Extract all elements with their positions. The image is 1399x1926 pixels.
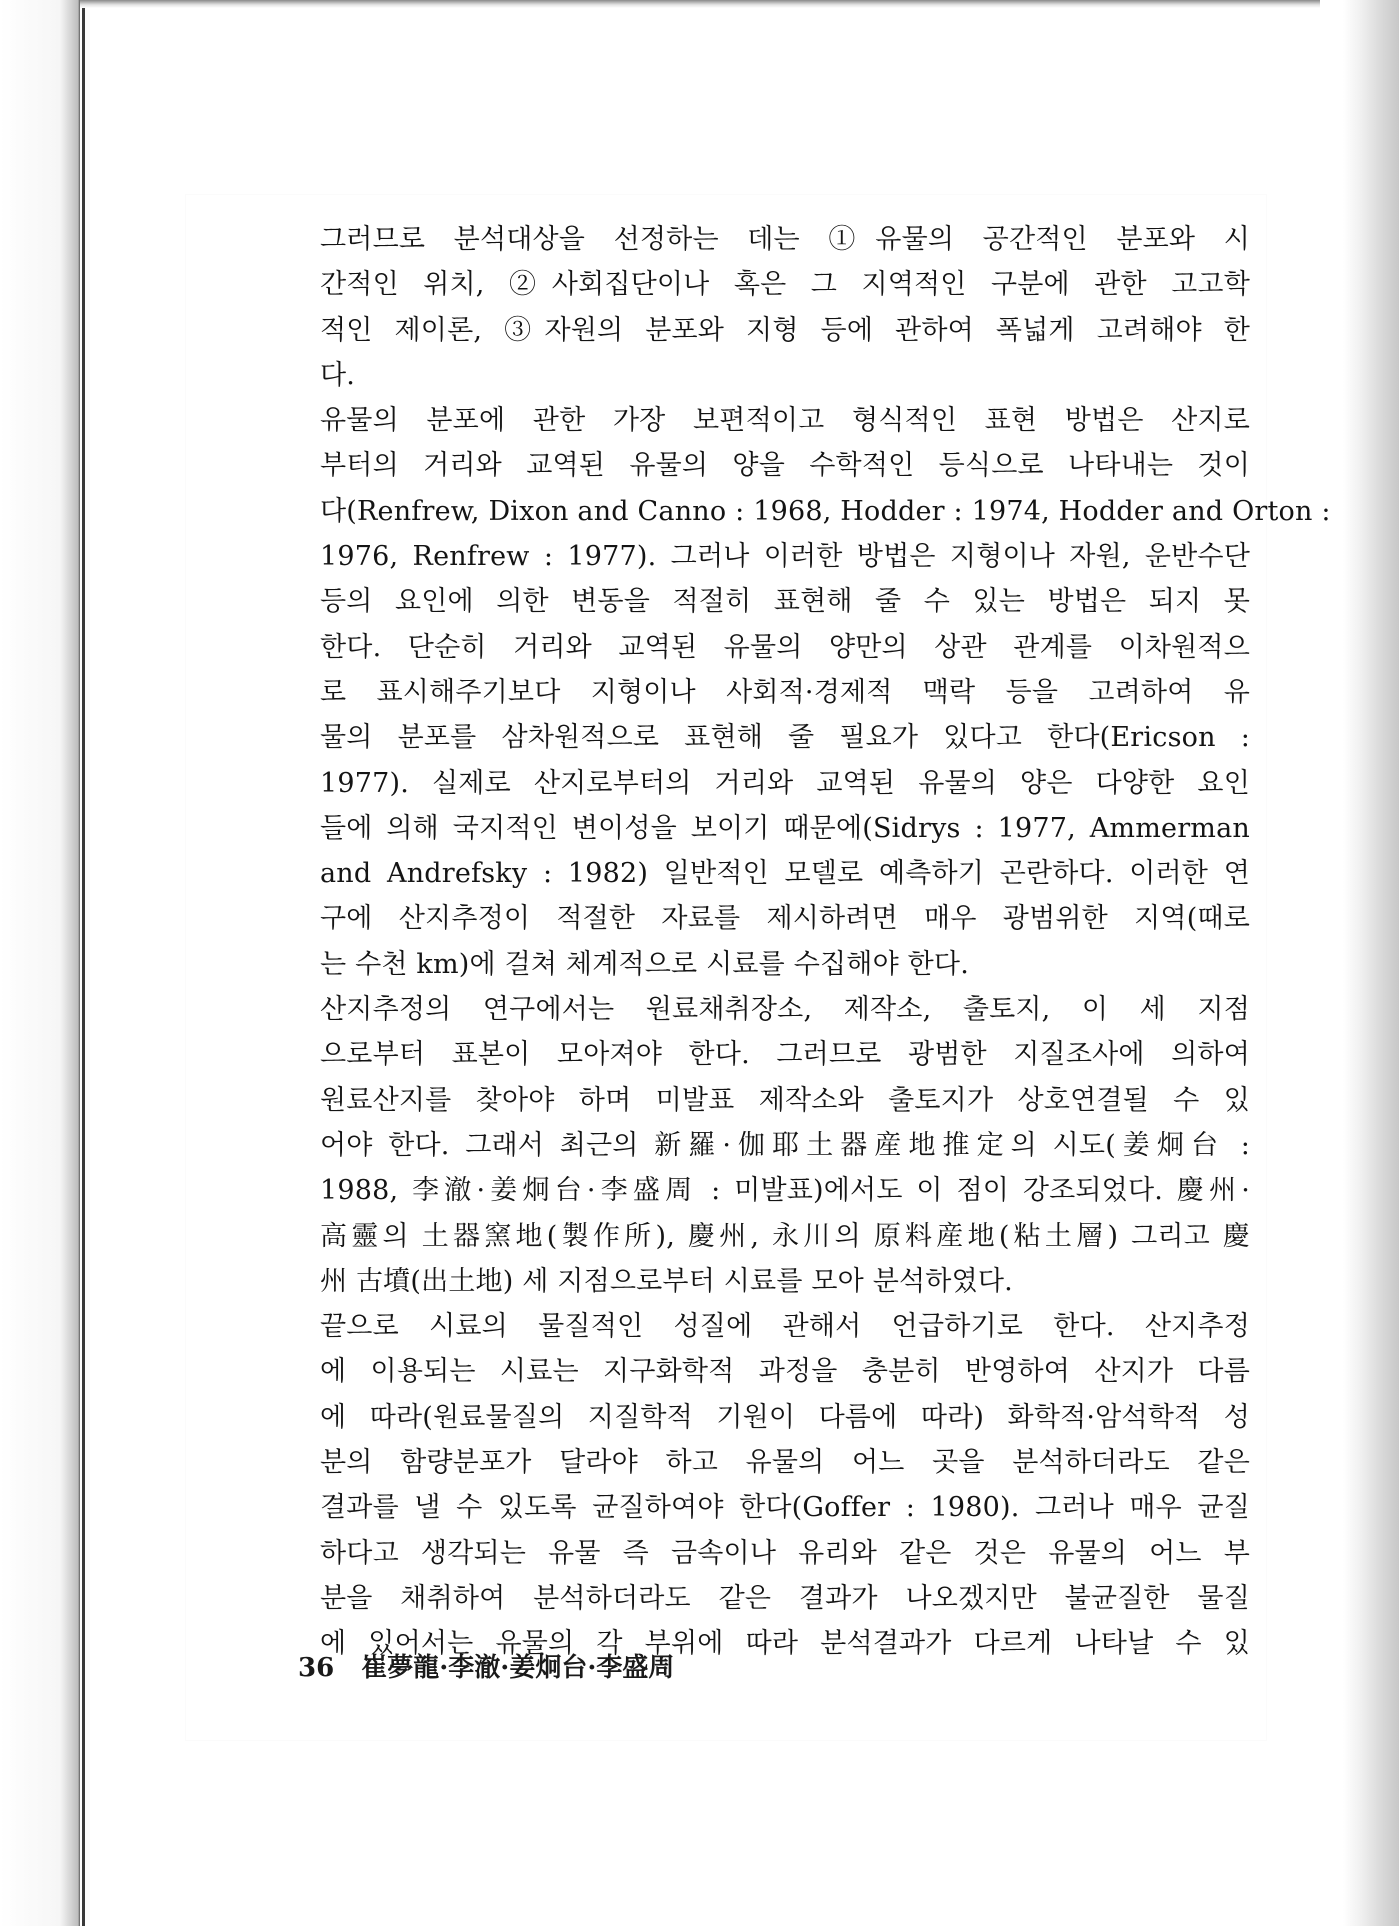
text-line: 高靈의 土器窯地(製作所), 慶州, 永川의 原料産地(粘土層) 그리고 慶 <box>320 1220 1250 1252</box>
text-line: 물의 분포를 삼차원적으로 표현해 줄 필요가 있다고 한다(Ericson : <box>320 722 1250 754</box>
text-line: 한다. 단순히 거리와 교역된 유물의 양만의 상관 관계를 이차원적으 <box>320 631 1250 663</box>
text-line: 유물의 분포에 관한 가장 보편적이고 형식적인 표현 방법은 산지로 <box>320 405 1250 437</box>
paragraph-4 <box>290 1304 1250 1666</box>
paragraph-1 <box>290 217 1250 398</box>
paragraph-3 <box>290 987 1250 1304</box>
text-line: 에 따라(원료물질의 지질학적 기원이 다름에 따라) 화학적·암석학적 성 <box>320 1401 1250 1433</box>
running-footer-authors: 崔夢龍·李澈·姜炯台·李盛周 <box>361 1653 675 1683</box>
text-line: 구에 산지추정이 적절한 자료를 제시하려면 매우 광범위한 지역(때로 <box>320 903 1250 935</box>
text-line: 어야 한다. 그래서 최근의 新羅·伽耶土器産地推定의 시도(姜炯台 : <box>320 1129 1250 1161</box>
text-line: 1976, Renfrew : 1977). 그러나 이러한 방법은 지형이나 자원, 운반수단 <box>320 541 1250 573</box>
page-right-shadow <box>1343 0 1399 1926</box>
text-line: 州 古墳(出土地) 세 지점으로부터 시료를 모아 분석하였다. <box>320 1265 1013 1297</box>
text-line: 에 있어서는 유물의 각 부위에 따라 분석결과가 다르게 나타날 수 있 <box>320 1628 1250 1660</box>
paragraph-2 <box>290 398 1331 987</box>
page-number: 36 <box>298 1653 335 1683</box>
text-line: 1977). 실제로 산지로부터의 거리와 교역된 유물의 양은 다양한 요인 <box>320 767 1250 799</box>
text-line: 들에 의해 국지적인 변이성을 보이기 때문에(Sidrys : 1977, Ammerman <box>320 812 1250 844</box>
text-line: 등의 요인에 의한 변동을 적절히 표현해 줄 수 있는 방법은 되지 못 <box>320 586 1250 618</box>
document-page <box>186 195 1331 1740</box>
text-line: 적인 제이론, ③자원의 분포와 지형 등에 관하여 폭넓게 고려해야 한 <box>320 314 1250 346</box>
text-line: 원료산지를 찾아야 하며 미발표 제작소와 출토지가 상호연결될 수 있 <box>320 1084 1250 1116</box>
text-line: 다. <box>320 359 356 391</box>
text-line: 로 표시해주기보다 지형이나 사회적·경제적 맥락 등을 고려하여 유 <box>320 676 1250 708</box>
page-top-edge <box>80 0 1320 8</box>
text-line: 산지추정의 연구에서는 원료채취장소, 제작소, 출토지, 이 세 지점 <box>320 994 1250 1026</box>
text-line: 분의 함량분포가 달라야 하고 유물의 어느 곳을 분석하더라도 같은 <box>320 1447 1250 1479</box>
text-line: 에 이용되는 시료는 지구화학적 과정을 충분히 반영하여 산지가 다름 <box>320 1356 1250 1388</box>
body-text <box>290 217 1331 1667</box>
text-line: and Andrefsky : 1982) 일반적인 모델로 예측하기 곤란하다. 이러한 연 <box>320 858 1250 890</box>
book-spine-shadow <box>0 0 80 1926</box>
text-line: 끝으로 시료의 물질적인 성질에 관해서 언급하기로 한다. 산지추정 <box>320 1311 1250 1343</box>
text-line: 그러므로 분석대상을 선정하는 데는 ①유물의 공간적인 분포와 시 <box>320 224 1250 255</box>
text-line: 는 수천 km)에 걸쳐 체계적으로 시료를 수집해야 한다. <box>320 948 969 980</box>
text-line: 간적인 위치, ②사회집단이나 혹은 그 지역적인 구분에 관한 고고학 <box>320 269 1250 301</box>
text-line: 부터의 거리와 교역된 유물의 양을 수학적인 등식으로 나타내는 것이 <box>320 450 1250 482</box>
text-line: 다(Renfrew, Dixon and Canno : 1968, Hodder : 1974, Hodder and Orton : <box>320 495 1331 527</box>
text-line: 으로부터 표본이 모아져야 한다. 그러므로 광범한 지질조사에 의하여 <box>320 1039 1250 1071</box>
page-footer <box>298 1647 674 1684</box>
text-line: 결과를 낼 수 있도록 균질하여야 한다(Goffer : 1980). 그러나 매우 균질 <box>320 1492 1250 1524</box>
text-line: 분을 채취하여 분석하더라도 같은 결과가 나오겠지만 불균질한 물질 <box>320 1582 1250 1614</box>
text-line: 하다고 생각되는 유물 즉 금속이나 유리와 같은 것은 유물의 어느 부 <box>320 1537 1250 1569</box>
book-spine-edge <box>82 0 85 1926</box>
text-line: 1988, 李澈·姜炯台·李盛周 : 미발표)에서도 이 점이 강조되었다. 慶州· <box>320 1175 1250 1207</box>
